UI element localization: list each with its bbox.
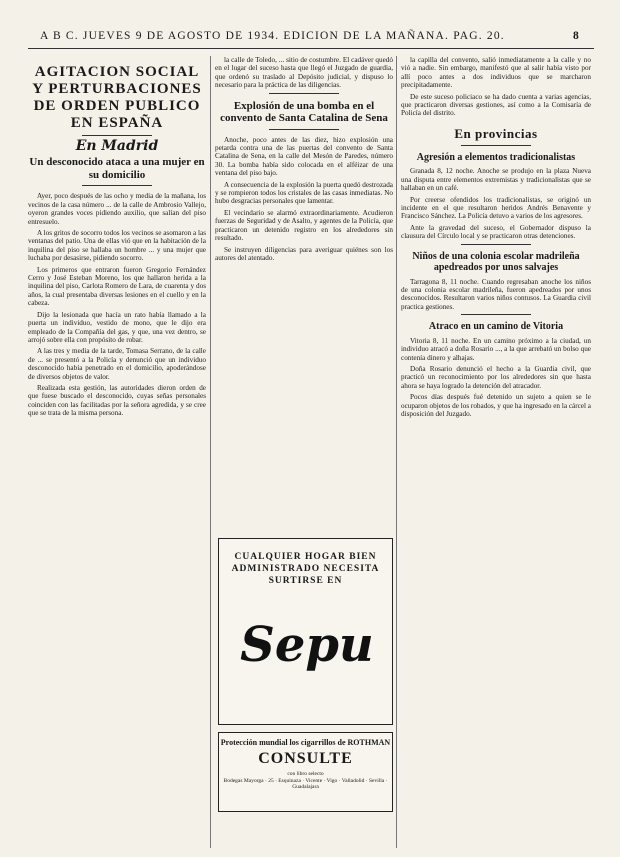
- paragraph: Granada 8, 12 noche. Anoche se produjo en la plaza Nueva una disputa entre elementos extremistas y tradicionalistas que se hallaban en un café.: [401, 167, 591, 193]
- article-title: Un desconocido ataca a una mujer en su domicilio: [29, 156, 205, 181]
- paragraph: De este suceso policiaco se ha dado cuenta a varias agencias, que practicaron diversas gestiones, así como a la Comisaría de Policía del distrito.: [401, 92, 591, 118]
- ad-name: CONSULTE: [258, 750, 353, 767]
- paragraph: la calle de Toledo, ... sitio de costumbre. El cadáver quedó en el lugar del suceso hasta que llegó el Juzgado de guardia, que ordenó su traslado al Depósito judicial, y dispuso lo necesario para la práctica de las diligencias.: [215, 56, 393, 90]
- article-title: Niños de una colonia escolar madrileña apedreados por unos salvajes: [412, 250, 580, 274]
- article-title: Agresión a elementos tradicionalistas: [416, 151, 576, 163]
- main-heading: AGITACION SOCIAL Y PERTURBACIONES DE ORDEN PUBLICO EN ESPAÑA: [32, 64, 202, 131]
- ad-brand: Sepu: [240, 617, 374, 673]
- column-2: [215, 56, 393, 534]
- divider: [461, 314, 531, 315]
- paragraph: Realizada esta gestión, las autoridades dieron orden de que fuese buscado el desconocido, cuyas señas personales coinciden con las facilitadas por la señora agredida, y se cree que se trata de la misma persona.: [28, 383, 206, 418]
- paragraph: Los primeros que entraron fueron Gregorio Fernández Cerro y José Esteban Moreno, los que hallaron herida a la inquilina del piso, Carlota Romero de Lara, de cuarenta y dos años, la cual presentaba diversas lesiones en el cuello y en la cabeza.: [28, 265, 206, 308]
- ad-text: CUALQUIER HOGAR BIEN ADMINISTRADO NECESITA SURTIRSE EN: [231, 552, 380, 586]
- paragraph: El vecindario se alarmó extraordinariamente. Acudieron fuerzas de Seguridad y de Asalto, y agentes de la Policía, que practicaron un detenido registro en los alrededores sin resultado.: [215, 208, 393, 243]
- sepu-logo: [237, 609, 377, 679]
- paragraph: A consecuencia de la explosión la puerta quedó destrozada y se rompieron todos los cristales de las casas inmediatas. No hubo desgracias personales que lamentar.: [215, 180, 393, 206]
- paragraph: A las tres y media de la tarde, Tomasa Serrano, de la calle de ... se presentó a la Policía y denunció que un individuo desconocido había penetrado en el domicilio, apoderándose de diversos objetos de valor.: [28, 347, 206, 381]
- paragraph: la capilla del convento, salió inmediatamente a la calle y no vió a nadie. Sin embargo, manifestó que al salir había visto por allí poco antes a dos individuos que se marcharon precipitadamente.: [401, 56, 591, 90]
- header-title: A B C. JUEVES 9 DE AGOSTO DE 1934. EDICION DE LA MAÑANA. PAG. 20.: [40, 30, 505, 42]
- column-1: [28, 56, 206, 846]
- column-divider: [396, 56, 397, 848]
- paragraph: Anoche, poco antes de las diez, hizo explosión una petarda contra una de las puertas del convento de Santa Catalina de Sena, en la calle del Mesón de Paredes, número 30. La bomba había sido colocada en el alféizar de una ventana del piso bajo.: [215, 135, 393, 178]
- article-title: Explosión de una bomba en el convento de Santa Catalina de Sena: [220, 99, 388, 125]
- divider: [82, 135, 152, 136]
- article-title: Atraco en un camino de Vitoria: [428, 321, 564, 333]
- paragraph: Pocos días después fué detenido un sujeto a quien se le ocuparon objetos de los robados, y que ha ingresado en la cárcel a disposición del Juzgado.: [401, 393, 591, 418]
- divider: [269, 129, 339, 130]
- paragraph: Tarragona 8, 11 noche. Cuando regresaban anoche los niños de una colonia escolar madrileña, fueron apedreados por unos desconocidos. Resultaron varios niños contusos. La Guardia civil practica gestiones.: [401, 277, 591, 311]
- paragraph: Doña Rosario denunció el hecho a la Guardia civil, que practicó un reconocimiento por los alrededores sin que hasta ahora se haya logrado la detención del atracador.: [401, 364, 591, 390]
- ad-line: con libro selecto: [287, 771, 324, 777]
- paragraph: Vitoria 8, 11 noche. En un camino próximo a la ciudad, un individuo atracó a doña Rosario ..., a la que arrebató un bolso que contenía dinero y alhajas.: [401, 336, 591, 362]
- ad-line: Protección mundial los cigarrillos de ROTHMAN: [220, 738, 391, 747]
- section-subheading: En Madrid: [75, 138, 159, 154]
- ad-line: Bodegas Mayorga · 25 · Esquinaza · Vicente · Vigo · Valladolid · Sevilla · Guadalajara: [223, 777, 388, 790]
- paragraph: Se instruyen diligencias para averiguar quiénes son los autores del atentado.: [215, 245, 393, 262]
- paragraph: Dijo la lesionada que hacía un rato había llamado a la puerta un individuo, vestido de mono, que le dijo era empleado de la Compañía del gas, y que, una vez dentro, se arrojó sobre ella con propósito de robar.: [28, 310, 206, 344]
- paragraph: A los gritos de socorro todos los vecinos se asomaron a las ventanas del patio. Una de ellas vió que en la habitación de la inquilina del piso se hallaba un hombre ... y una mujer que luchaba por desasirse, pidiendo socorro.: [28, 229, 206, 263]
- advertisement-rothman: [218, 732, 393, 812]
- divider: [82, 185, 152, 186]
- divider: [461, 145, 531, 146]
- column-3: [401, 56, 591, 846]
- section-heading: En provincias: [454, 125, 538, 141]
- paragraph: Ayer, poco después de las ocho y media de la mañana, los vecinos de la casa número ... de la calle de Ambrosio Vallejo, oyeron grandes voces pidiendo auxilio, que salían del piso entresuelo.: [28, 192, 206, 226]
- paragraph: Ante la gravedad del suceso, el Gobernador dispuso la clausura del Círculo local y se practicaron otras detenciones.: [401, 223, 591, 241]
- divider: [269, 93, 339, 94]
- header-rule: [28, 48, 594, 49]
- advertisement-sepu: [218, 538, 393, 725]
- page-number: 8: [573, 30, 580, 42]
- paragraph: Por creerse ofendidos los tradicionalistas, se originó un incidente en el que resultaron heridos Andrés Benavente y Francisco Sánchez. La Policía detuvo a varios de los agresores.: [401, 195, 591, 221]
- divider: [461, 244, 531, 245]
- column-divider: [210, 56, 211, 848]
- running-header: [40, 30, 580, 46]
